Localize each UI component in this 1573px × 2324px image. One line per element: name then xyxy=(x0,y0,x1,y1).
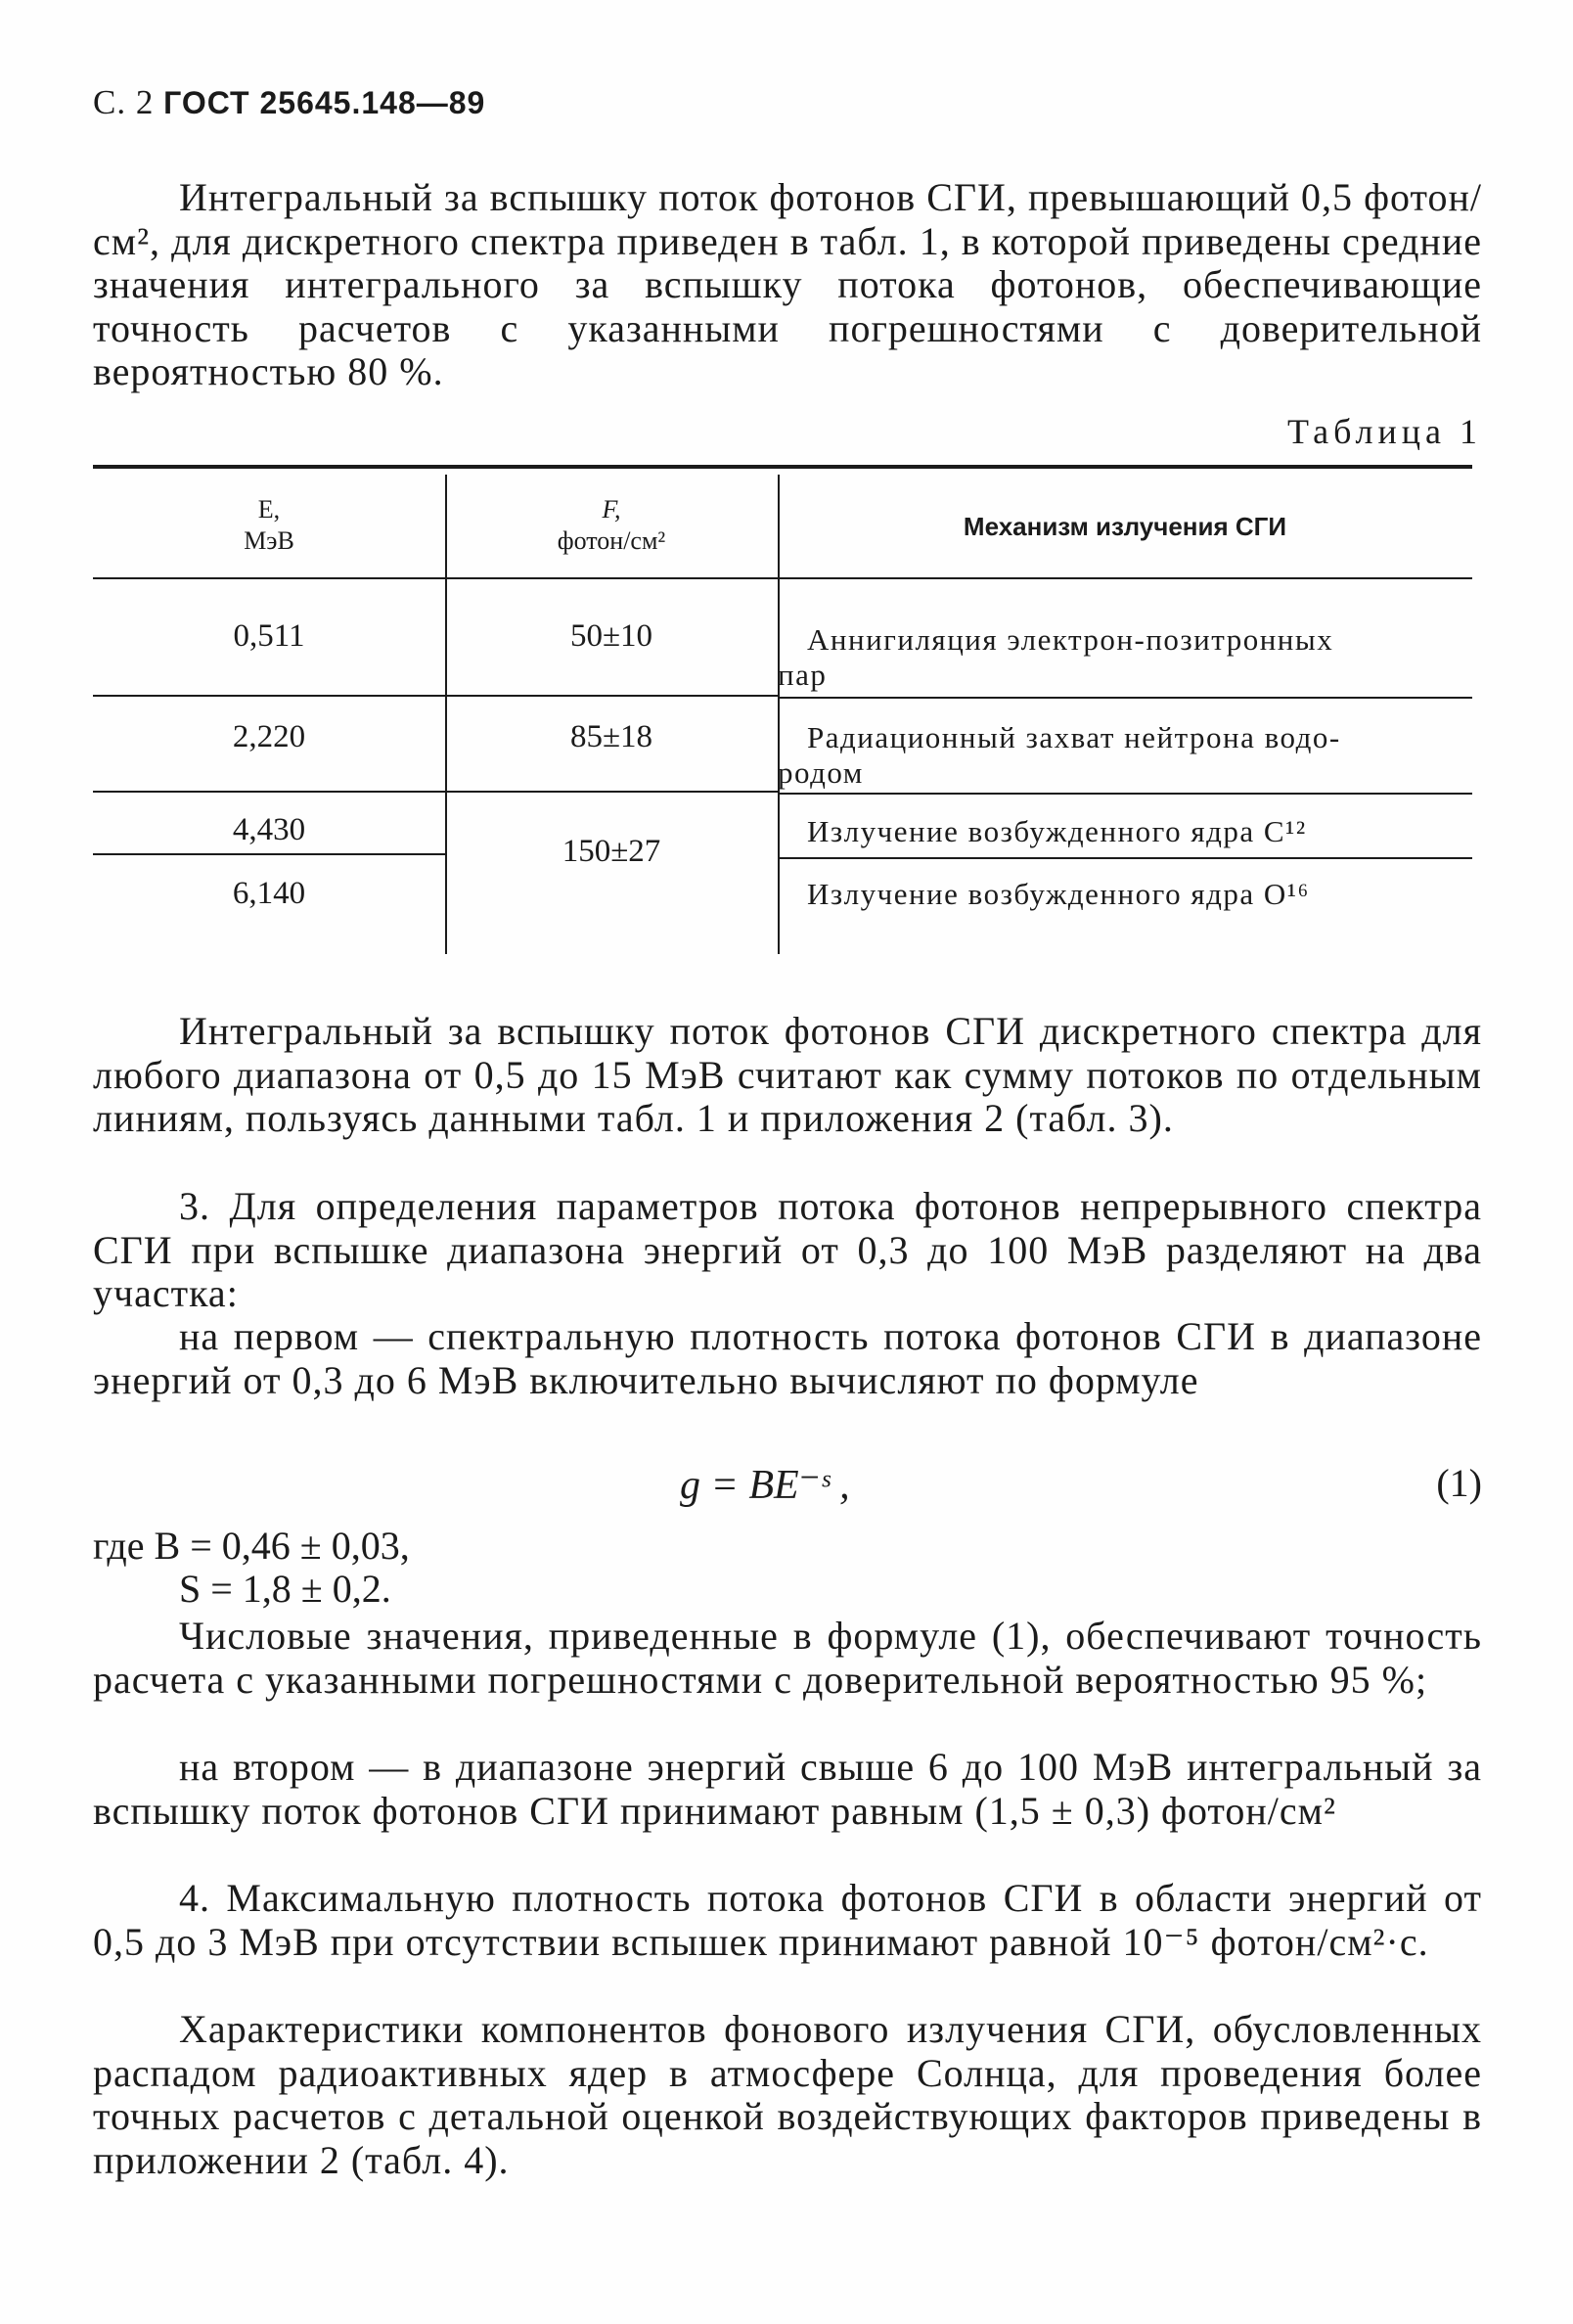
final-paragraph: Характеристики компонентов фонового излучения СГИ, обусловленных распадом радиоактивных ядер в атмосфере Солнца, для проведения более точных расчетов с детальной оценкой воздействующих факторов приведены в приложении 2 (табл. 4). xyxy=(93,2007,1482,2182)
header-mechanism: Механизм излучения СГИ xyxy=(963,512,1287,541)
cell-energy: 2,220 xyxy=(232,719,306,754)
row-rule xyxy=(445,695,778,697)
cell-mechanism: Радиационный захват нейтрона водо- родом xyxy=(778,720,1341,790)
formula-number: (1) xyxy=(1436,1461,1482,1505)
cell-energy: 4,430 xyxy=(232,812,306,847)
standard-id: ГОСТ 25645.148—89 xyxy=(163,85,486,120)
cell-mechanism: Излучение возбужденного ядра C¹² xyxy=(807,814,1307,848)
header-flux: F, фотон/см² xyxy=(557,495,666,555)
where-b: где B = 0,46 ± 0,03, xyxy=(93,1524,410,1568)
item-3-first-range: на первом — спектральную плотность потока фотонов СГИ в диапазоне энергий от 0,3 до 6 МэВ включительно вычисляют по формуле xyxy=(93,1314,1482,1402)
row-rule xyxy=(93,695,445,697)
header-energy: E, МэВ xyxy=(244,495,294,555)
table-header-rule xyxy=(93,577,1472,579)
paragraph-after-table: Интегральный за вспышку поток фотонов СГИ дискретного спектра для любого диапазона от 0,5 до 15 МэВ считают как сумму потоков по отдельным линиям, пользуясь данными табл. 1 и приложения 2 (табл. 3). xyxy=(93,1009,1482,1140)
cell-flux: 50±10 xyxy=(569,618,653,654)
row-rule xyxy=(778,793,1472,795)
page-header xyxy=(93,83,485,122)
page-number: С. 2 xyxy=(93,83,155,121)
numeric-note: Числовые значения, приведенные в формуле (1), обеспечивают точность расчета с указанными погрешностями с доверительной вероятностью 95 %; xyxy=(93,1614,1482,1702)
table-label: Таблица 1 xyxy=(1287,412,1482,451)
item-3: 3. Для определения параметров потока фотонов непрерывного спектра СГИ при вспышке диапазона энергий от 0,3 до 100 МэВ разделяют на два участка: xyxy=(93,1184,1482,1315)
row-rule xyxy=(778,857,1472,859)
row-rule xyxy=(778,697,1472,699)
second-range: на втором — в диапазоне энергий свыше 6 до 100 МэВ интегральный за вспышку поток фотонов СГИ принимают равным (1,5 ± 0,3) фотон/см² xyxy=(93,1745,1482,1833)
table-top-rule xyxy=(93,465,1472,469)
intro-paragraph: Интегральный за вспышку поток фотонов СГИ, превышающий 0,5 фотон/см², для дискретного спектра приведен в табл. 1, в которой приведены средние значения интегрального за вспышку потока фотонов, обеспечивающие точность расчетов с указанными погрешностями с доверительной вероятностью 80 %. xyxy=(93,175,1482,393)
cell-flux: 150±27 xyxy=(562,834,661,869)
row-rule xyxy=(93,791,445,793)
row-rule xyxy=(445,791,778,793)
cell-mechanism: Излучение возбужденного ядра O¹⁶ xyxy=(807,877,1310,911)
item-4: 4. Максимальную плотность потока фотонов СГИ в области энергий от 0,5 до 3 МэВ при отсутствии вспышек принимают равной 10⁻⁵ фотон/см²·с. xyxy=(93,1876,1482,1964)
where-s: S = 1,8 ± 0,2. xyxy=(179,1567,391,1611)
cell-energy: 6,140 xyxy=(232,876,306,911)
row-rule xyxy=(93,853,445,855)
cell-flux: 85±18 xyxy=(569,719,653,754)
cell-mechanism: Аннигиляция электрон-позитронных пар xyxy=(778,622,1334,692)
formula: g = BE⁻ˢ , xyxy=(680,1463,850,1508)
cell-energy: 0,511 xyxy=(233,618,305,654)
